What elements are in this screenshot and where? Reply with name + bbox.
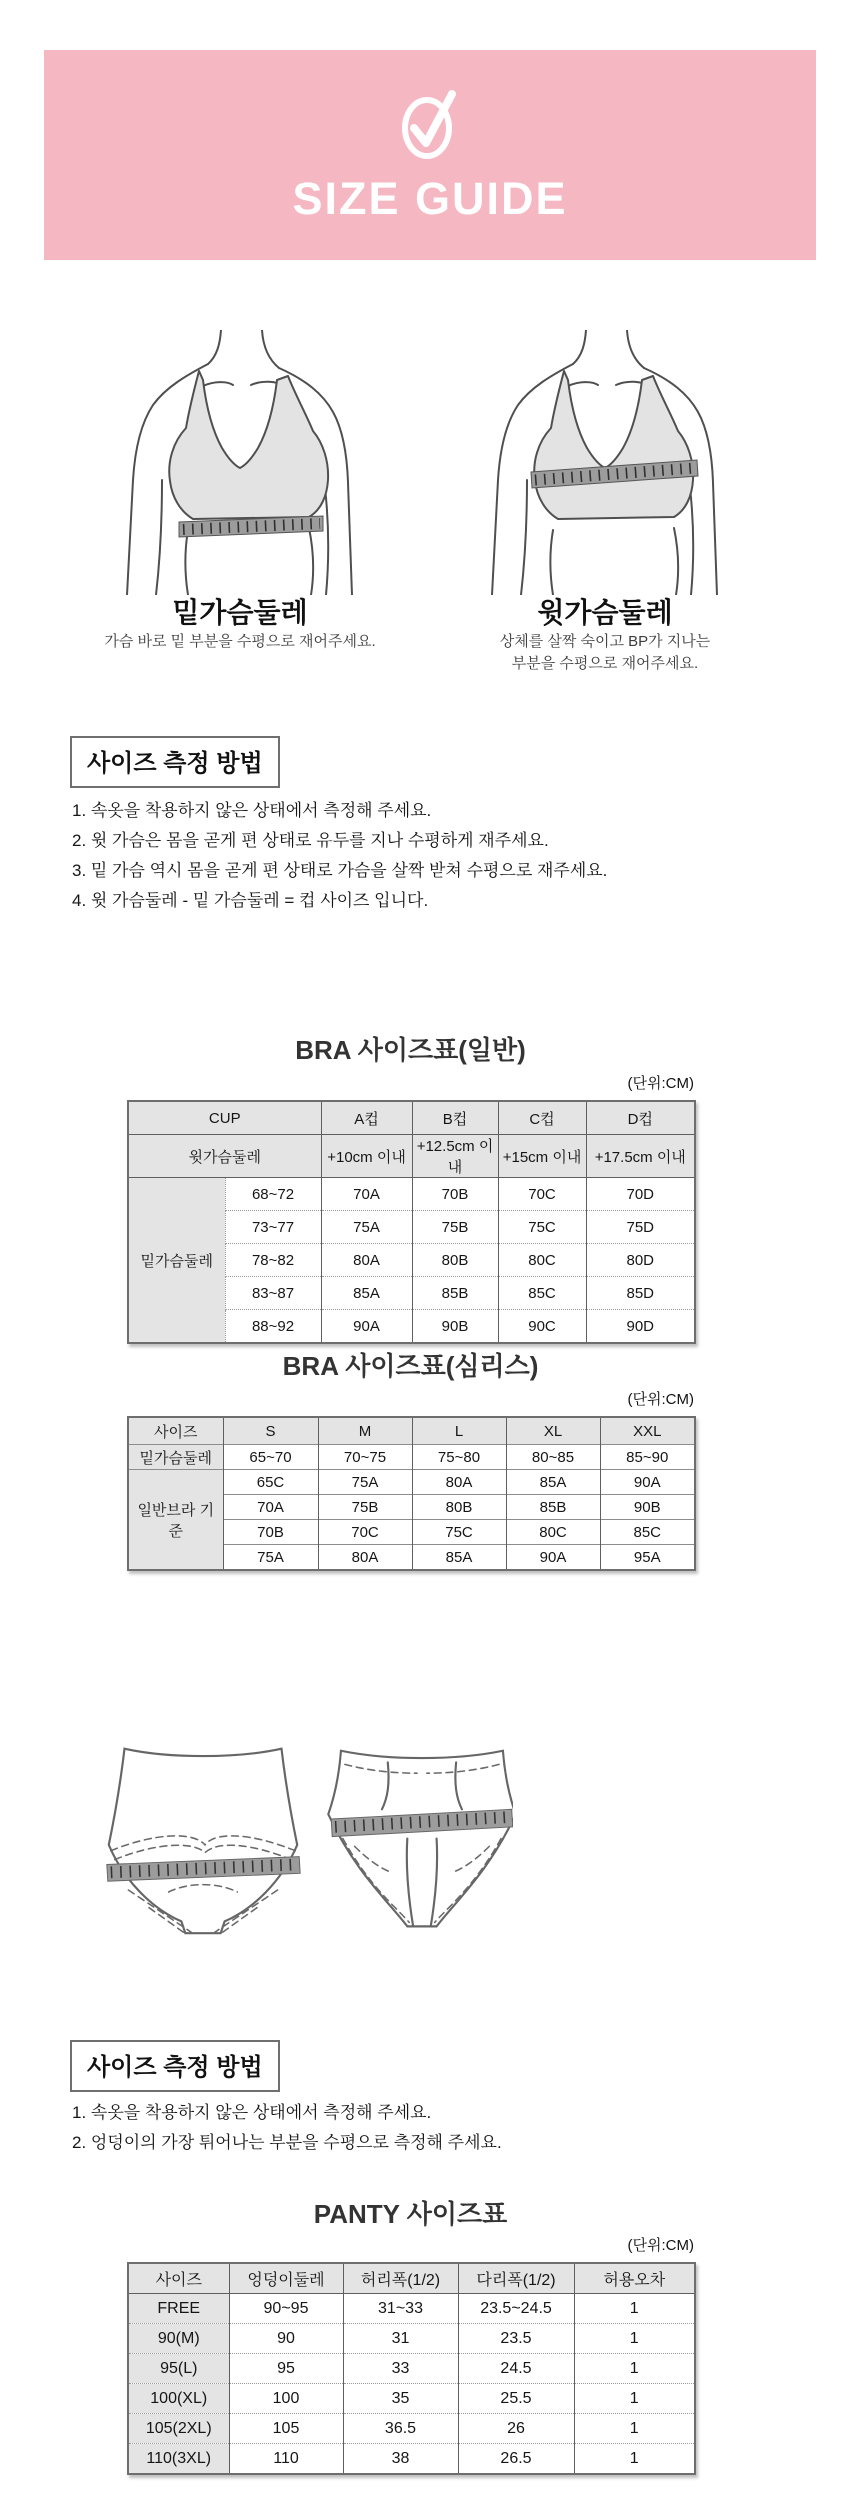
table-header-cell: C컵 bbox=[498, 1101, 586, 1135]
size-guide-banner bbox=[44, 50, 816, 260]
bra-overbust-illustration bbox=[455, 330, 755, 595]
table-cell: 75A bbox=[321, 1211, 412, 1244]
table-header-cell: +10cm 이내 bbox=[321, 1135, 412, 1178]
table-cell: 1 bbox=[574, 2444, 695, 2475]
underbust-label: 밑가슴둘레 bbox=[172, 597, 308, 628]
table-header-cell: 밑가슴둘레 bbox=[128, 1178, 225, 1344]
table-row bbox=[128, 2384, 695, 2414]
table-header-cell: 사이즈 bbox=[128, 1417, 223, 1445]
table-row bbox=[128, 2294, 695, 2324]
instruction-item: 2. 엉덩이의 가장 튀어나는 부분을 수평으로 측정해 주세요. bbox=[72, 2133, 502, 2152]
table-cell: 31 bbox=[343, 2324, 458, 2354]
table-header-cell: D컵 bbox=[586, 1101, 695, 1135]
table-cell: 80B bbox=[412, 1495, 506, 1520]
table-cell: 36.5 bbox=[343, 2414, 458, 2444]
table-row bbox=[128, 1445, 695, 1470]
table-cell: 70~75 bbox=[318, 1445, 412, 1470]
table-header-cell: 허리폭(1/2) bbox=[343, 2263, 458, 2294]
table-cell: 80~85 bbox=[506, 1445, 600, 1470]
table-row bbox=[128, 1470, 695, 1495]
table-cell: 1 bbox=[574, 2384, 695, 2414]
table-cell: 75A bbox=[318, 1470, 412, 1495]
panty-highwaist-illustration bbox=[95, 1733, 311, 1949]
bra-shape bbox=[534, 371, 693, 519]
table-header-cell: XL bbox=[506, 1417, 600, 1445]
panty-measure-method-box bbox=[70, 2040, 280, 2092]
table-row bbox=[128, 2414, 695, 2444]
panty-size-table bbox=[127, 2262, 696, 2475]
table-header-cell: B컵 bbox=[412, 1101, 498, 1135]
table-cell: 23.5~24.5 bbox=[458, 2294, 574, 2324]
table-cell: 105 bbox=[229, 2414, 343, 2444]
bra-normal-title: BRA 사이즈표(일반) bbox=[295, 1035, 526, 1065]
table-cell: 80A bbox=[318, 1545, 412, 1571]
panty-measure-instructions bbox=[72, 2098, 502, 2158]
table-cell: 31~33 bbox=[343, 2294, 458, 2324]
table-cell: 23.5 bbox=[458, 2324, 574, 2354]
table-header-cell: 엉덩이둘레 bbox=[229, 2263, 343, 2294]
table-cell: 95A bbox=[600, 1545, 695, 1571]
table-cell: 1 bbox=[574, 2294, 695, 2324]
table-cell: 85C bbox=[600, 1520, 695, 1545]
table-cell: 26 bbox=[458, 2414, 574, 2444]
table-cell: 1 bbox=[574, 2414, 695, 2444]
table-cell: 90A bbox=[600, 1470, 695, 1495]
table-header-cell: 110(3XL) bbox=[128, 2444, 229, 2475]
table-cell: 90B bbox=[412, 1310, 498, 1344]
table-cell: 90D bbox=[586, 1310, 695, 1344]
bra-shape bbox=[169, 371, 328, 519]
table-cell: 100 bbox=[229, 2384, 343, 2414]
table-cell: 85D bbox=[586, 1277, 695, 1310]
table-cell: 35 bbox=[343, 2384, 458, 2414]
table-header-cell: 사이즈 bbox=[128, 2263, 229, 2294]
table-cell: 65~70 bbox=[223, 1445, 318, 1470]
overbust-desc: 상체를 살짝 숙이고 BP가 지나는 부분을 수평으로 재어주세요. bbox=[499, 633, 711, 672]
section-box-title: 사이즈 측정 방법 bbox=[70, 2040, 280, 2092]
table-header-cell: 다리폭(1/2) bbox=[458, 2263, 574, 2294]
table-header-cell: 허용오차 bbox=[574, 2263, 695, 2294]
table-cell: 73~77 bbox=[225, 1211, 321, 1244]
table-header-cell: CUP bbox=[128, 1101, 321, 1135]
table-cell: 75C bbox=[412, 1520, 506, 1545]
table-cell: 25.5 bbox=[458, 2384, 574, 2414]
table-cell: 85B bbox=[506, 1495, 600, 1520]
table-header-cell: 105(2XL) bbox=[128, 2414, 229, 2444]
table-header-cell: FREE bbox=[128, 2294, 229, 2324]
measuring-tape bbox=[331, 1809, 512, 1836]
table-header-cell: S bbox=[223, 1417, 318, 1445]
table-cell: 80D bbox=[586, 1244, 695, 1277]
table-cell: 95 bbox=[229, 2354, 343, 2384]
table-cell: 110 bbox=[229, 2444, 343, 2475]
table-cell: 80A bbox=[321, 1244, 412, 1277]
bra-seamless-unit: (단위:CM) bbox=[627, 1391, 694, 1408]
table-cell: 90C bbox=[498, 1310, 586, 1344]
table-row bbox=[128, 1178, 695, 1211]
table-cell: 70B bbox=[223, 1520, 318, 1545]
table-header-cell: XXL bbox=[600, 1417, 695, 1445]
table-cell: 38 bbox=[343, 2444, 458, 2475]
table-row bbox=[128, 1101, 695, 1135]
check-circle-icon bbox=[396, 86, 464, 167]
instruction-item: 1. 속옷을 착용하지 않은 상태에서 측정해 주세요. bbox=[72, 2103, 432, 2122]
table-header-cell: 100(XL) bbox=[128, 2384, 229, 2414]
table-cell: 70B bbox=[412, 1178, 498, 1211]
table-cell: 75D bbox=[586, 1211, 695, 1244]
table-cell: 1 bbox=[574, 2354, 695, 2384]
section-box-title: 사이즈 측정 방법 bbox=[70, 736, 280, 788]
table-cell: 80C bbox=[506, 1520, 600, 1545]
table-cell: 80B bbox=[412, 1244, 498, 1277]
table-header-cell: +17.5cm 이내 bbox=[586, 1135, 695, 1178]
instruction-item: 1. 속옷을 착용하지 않은 상태에서 측정해 주세요. bbox=[72, 801, 432, 820]
table-header-cell: M bbox=[318, 1417, 412, 1445]
table-header-cell: 95(L) bbox=[128, 2354, 229, 2384]
table-header-cell: 윗가슴둘레 bbox=[128, 1135, 321, 1178]
panty-hicut-illustration bbox=[327, 1741, 513, 1946]
table-cell: 90~95 bbox=[229, 2294, 343, 2324]
table-row bbox=[128, 1417, 695, 1445]
table-cell: 85C bbox=[498, 1277, 586, 1310]
table-cell: 75B bbox=[318, 1495, 412, 1520]
table-cell: 90B bbox=[600, 1495, 695, 1520]
table-row bbox=[128, 1135, 695, 1178]
table-row bbox=[128, 2444, 695, 2475]
bra-measure-instructions bbox=[72, 796, 607, 916]
table-header-cell: +12.5cm 이내 bbox=[412, 1135, 498, 1178]
table-header-cell: 90(M) bbox=[128, 2324, 229, 2354]
bra-normal-size-table bbox=[127, 1100, 696, 1344]
table-cell: 70D bbox=[586, 1178, 695, 1211]
table-cell: 85A bbox=[412, 1545, 506, 1571]
table-header-cell: A컵 bbox=[321, 1101, 412, 1135]
table-cell: 75~80 bbox=[412, 1445, 506, 1470]
table-cell: 85A bbox=[506, 1470, 600, 1495]
table-cell: 75A bbox=[223, 1545, 318, 1571]
table-cell: 85B bbox=[412, 1277, 498, 1310]
table-cell: 80C bbox=[498, 1244, 586, 1277]
table-row bbox=[128, 2324, 695, 2354]
table-row bbox=[128, 2263, 695, 2294]
banner-title: SIZE GUIDE bbox=[292, 172, 568, 224]
panty-title: PANTY 사이즈표 bbox=[313, 2199, 508, 2229]
table-cell: 24.5 bbox=[458, 2354, 574, 2384]
table-cell: 33 bbox=[343, 2354, 458, 2384]
table-cell: 85A bbox=[321, 1277, 412, 1310]
instruction-item: 2. 윗 가슴은 몸을 곧게 편 상태로 유두를 지나 수평하게 재주세요. bbox=[72, 831, 549, 850]
table-cell: 83~87 bbox=[225, 1277, 321, 1310]
table-cell: 65C bbox=[223, 1470, 318, 1495]
table-cell: 75B bbox=[412, 1211, 498, 1244]
instruction-item: 4. 윗 가슴둘레 - 밑 가슴둘레 = 컵 사이즈 입니다. bbox=[72, 891, 429, 910]
table-cell: 70C bbox=[318, 1520, 412, 1545]
table-cell: 80A bbox=[412, 1470, 506, 1495]
table-row bbox=[128, 2354, 695, 2384]
bra-normal-unit: (단위:CM) bbox=[627, 1075, 694, 1092]
table-cell: 68~72 bbox=[225, 1178, 321, 1211]
table-cell: 90A bbox=[506, 1545, 600, 1571]
table-header-cell: 밑가슴둘레 bbox=[128, 1445, 223, 1470]
table-cell: 78~82 bbox=[225, 1244, 321, 1277]
table-cell: 70A bbox=[321, 1178, 412, 1211]
table-header-cell: +15cm 이내 bbox=[498, 1135, 586, 1178]
table-cell: 90 bbox=[229, 2324, 343, 2354]
bra-seamless-size-table bbox=[127, 1416, 696, 1571]
underbust-desc: 가슴 바로 밑 부분을 수평으로 재어주세요. bbox=[104, 633, 376, 650]
table-header-cell: 일반브라 기준 bbox=[128, 1470, 223, 1571]
panty-unit: (단위:CM) bbox=[627, 2237, 694, 2254]
bra-measure-method-box bbox=[70, 736, 280, 788]
bra-underbust-illustration bbox=[90, 330, 390, 595]
table-cell: 1 bbox=[574, 2324, 695, 2354]
table-cell: 75C bbox=[498, 1211, 586, 1244]
overbust-label: 윗가슴둘레 bbox=[537, 597, 673, 628]
table-cell: 70C bbox=[498, 1178, 586, 1211]
table-header-cell: L bbox=[412, 1417, 506, 1445]
table-cell: 85~90 bbox=[600, 1445, 695, 1470]
table-cell: 70A bbox=[223, 1495, 318, 1520]
table-cell: 88~92 bbox=[225, 1310, 321, 1344]
measuring-tape bbox=[107, 1857, 300, 1882]
instruction-item: 3. 밑 가슴 역시 몸을 곧게 편 상태로 가슴을 살짝 받쳐 수평으로 재주세요. bbox=[72, 861, 608, 880]
table-cell: 90A bbox=[321, 1310, 412, 1344]
table-cell: 26.5 bbox=[458, 2444, 574, 2475]
bra-seamless-title: BRA 사이즈표(심리스) bbox=[282, 1351, 539, 1381]
